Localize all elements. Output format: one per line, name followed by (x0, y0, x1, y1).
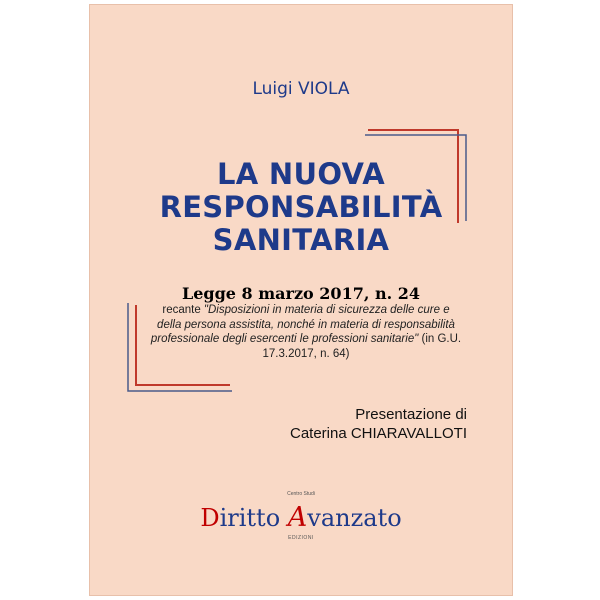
title-line-2: RESPONSABILITÀ (159, 190, 443, 224)
publisher-initial-a: A (287, 502, 308, 533)
title-line-3: SANITARIA (212, 223, 390, 257)
law-desc-prefix: recante (162, 304, 201, 316)
publisher-top-label: Centro Studi (287, 491, 315, 497)
publisher-logo (90, 502, 512, 533)
presentation-label: Presentazione di (355, 406, 467, 423)
presentation-block (207, 405, 467, 443)
publisher-bottom-label: EDIZIONI (288, 535, 314, 541)
title-line-1: LA NUOVA (216, 157, 386, 191)
author-name: Luigi VIOLA (252, 79, 350, 99)
law-title: Legge 8 marzo 2017, n. 24 (181, 284, 421, 303)
law-desc-suffix: (in G.U. 17.3.2017, n. 64) (262, 333, 462, 360)
book-title (90, 158, 512, 257)
law-desc-italic: "Disposizioni in materia di sicurezza delle cure e della persona assistita, nonché in materia di responsabilità professionale degli esercenti le professioni sanitarie" (150, 304, 455, 345)
presenter-name: Caterina CHIARAVALLOTI (289, 425, 467, 442)
publisher-initial-d: D (200, 504, 220, 532)
publisher-word-1: iritto (219, 504, 288, 532)
publisher-word-2: vanzato (307, 504, 402, 532)
law-description (150, 303, 462, 361)
book-cover (89, 4, 513, 596)
